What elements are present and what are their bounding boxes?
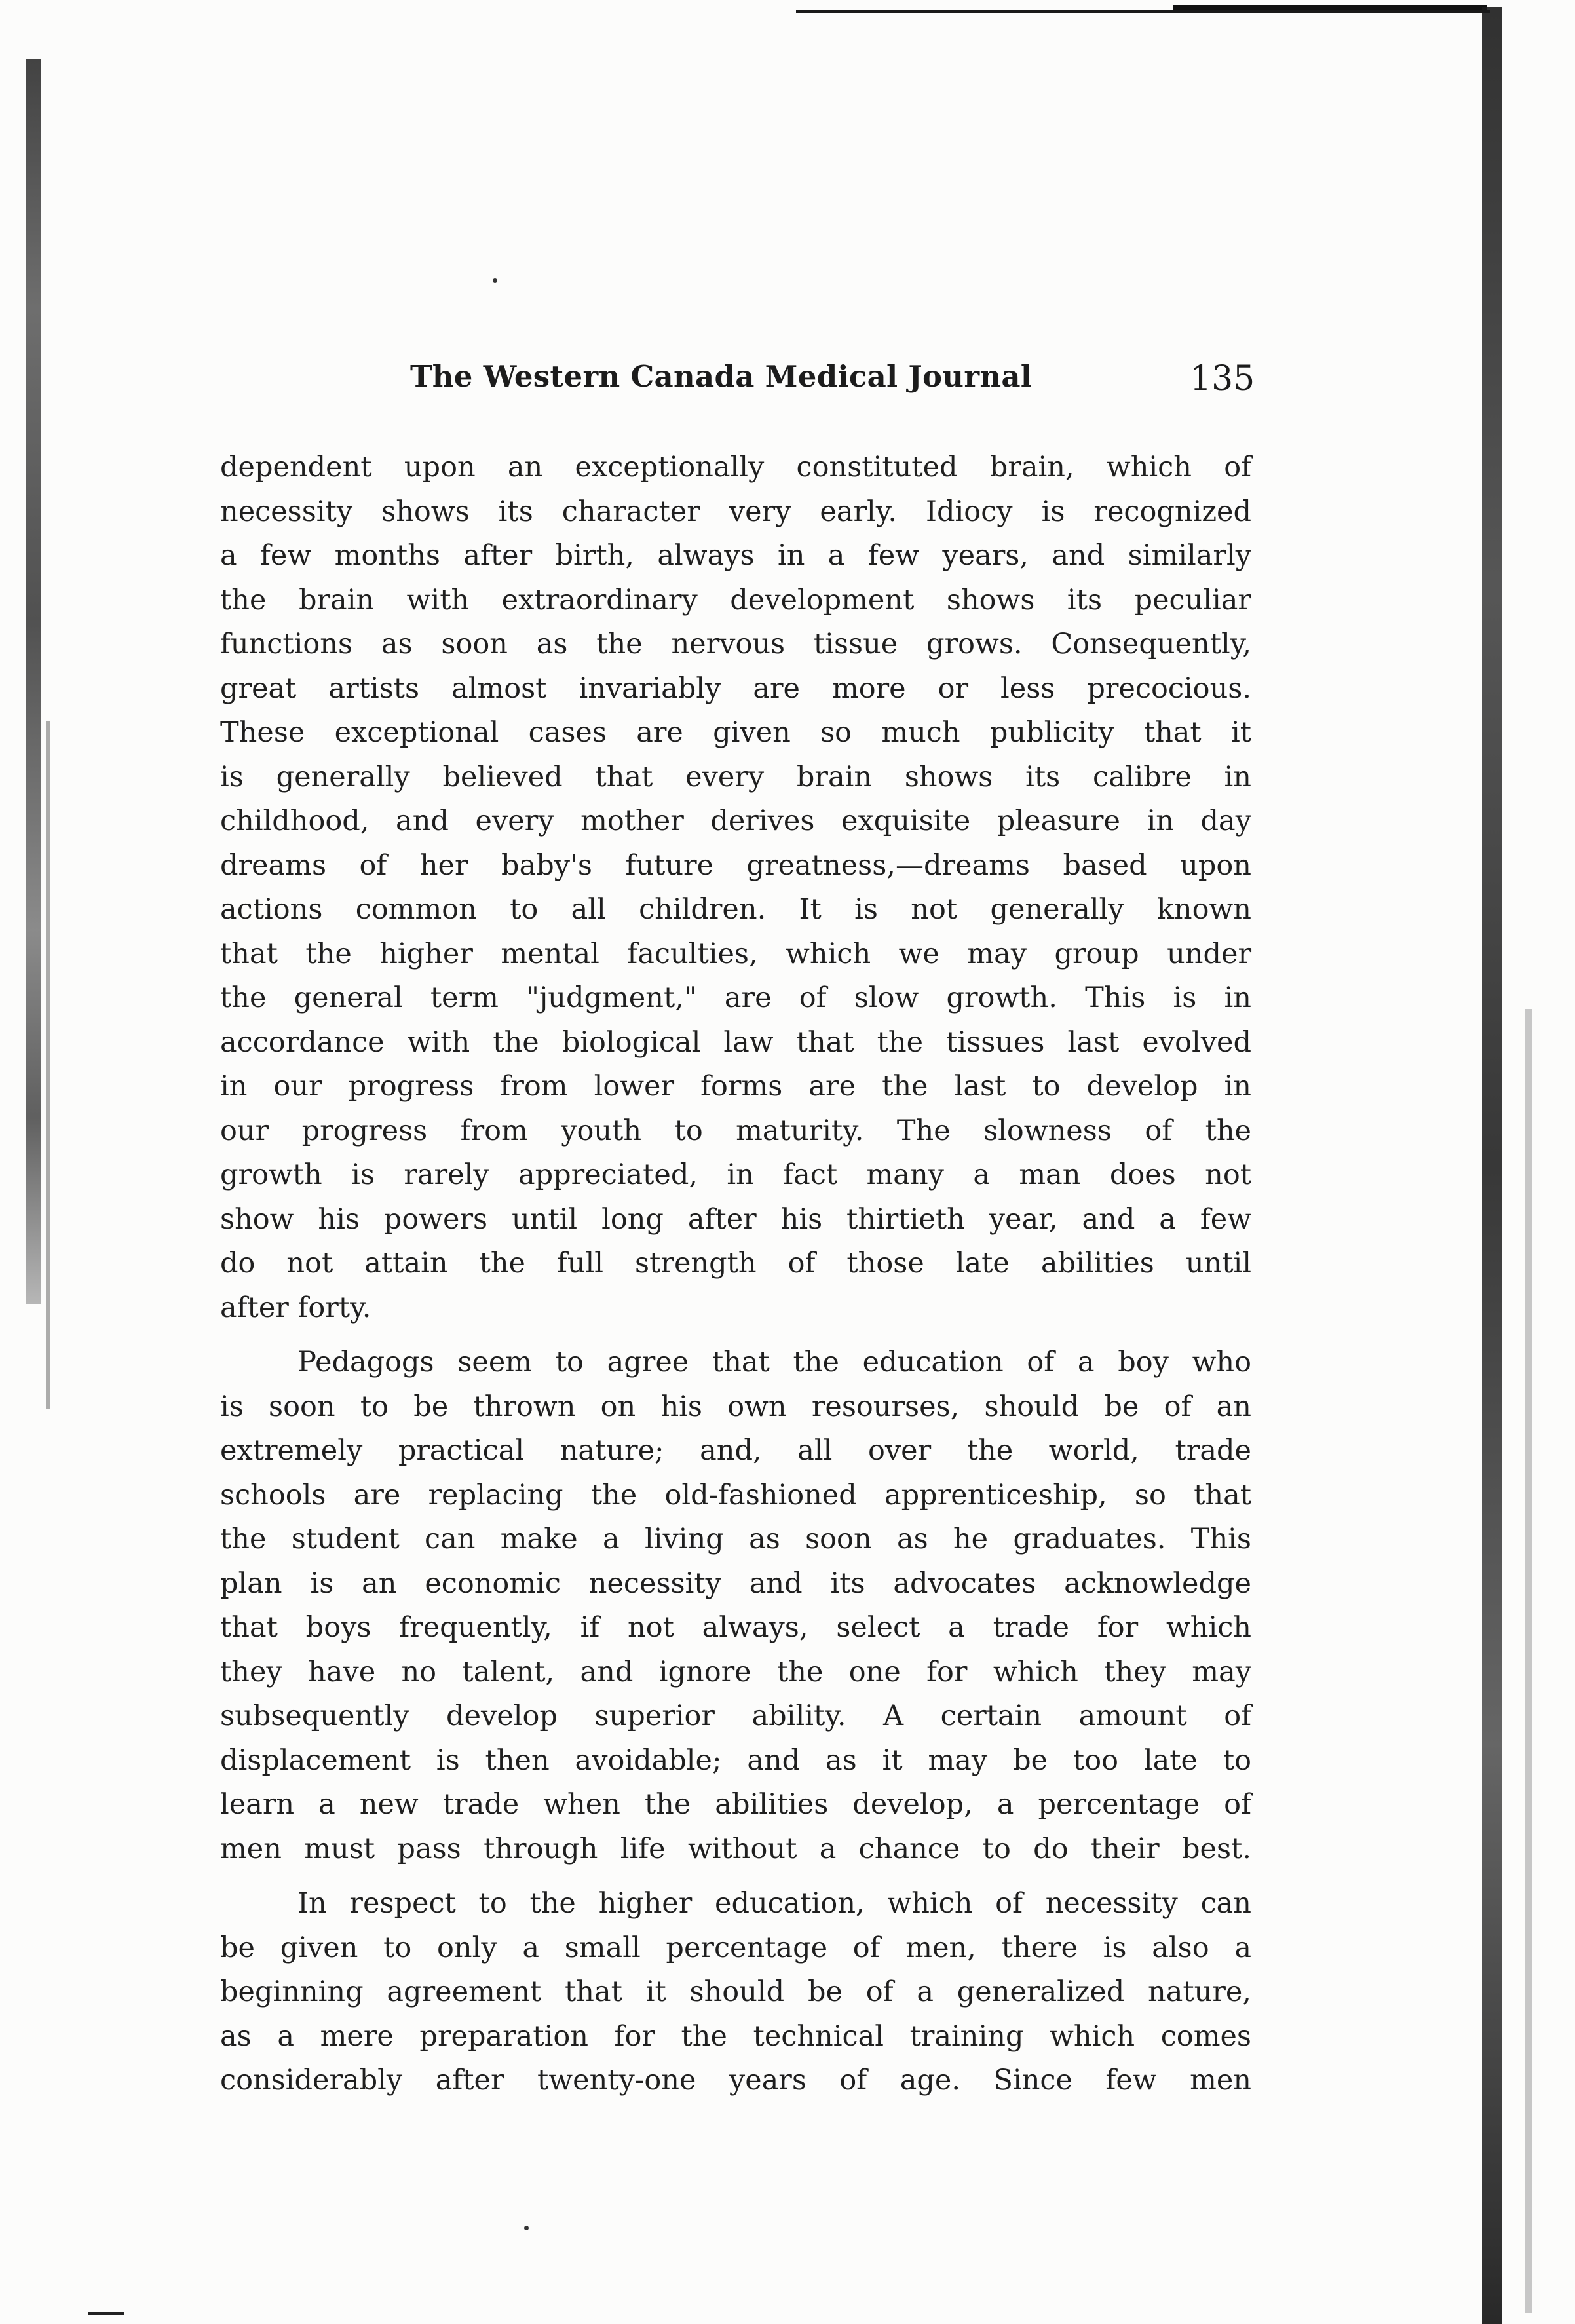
right-edge-artifact (1482, 7, 1502, 2324)
journal-title: The Western Canada Medical Journal (410, 359, 1033, 394)
text-line: a few months after birth, always in a few years, and similarly (220, 539, 1251, 572)
text-line: is generally believed that every brain shows its calibre in (220, 760, 1251, 793)
paragraph-3 (220, 1882, 1251, 2103)
paragraph-1 (220, 446, 1251, 1330)
text-line: These exceptional cases are given so much publicity that it (220, 716, 1251, 749)
text-line: childhood, and every mother derives exquisite pleasure in day (220, 805, 1251, 837)
running-header (410, 359, 1262, 411)
text-line: schools are replacing the old-fashioned apprenticeship, so that (220, 1478, 1251, 1512)
text-line: show his powers until long after his thirtieth year, and a few (220, 1202, 1251, 1236)
text-line: the general term "judgment," are of slow growth. This is in (220, 981, 1251, 1014)
text-line: dreams of her baby's future greatness,—dreams based upon (220, 848, 1251, 882)
text-line: the brain with extraordinary development shows its peculiar (220, 583, 1251, 617)
text-line: dependent upon an exceptionally constituted brain, which of (220, 451, 1251, 484)
bottom-mark-artifact (88, 2312, 124, 2315)
right-edge-secondary-artifact (1525, 1009, 1532, 2313)
left-edge-thin-artifact (46, 721, 50, 1409)
top-rule-thick-artifact (1173, 5, 1487, 10)
text-line: functions as soon as the nervous tissue grows. Consequently, (220, 628, 1251, 660)
paragraph-2 (220, 1341, 1251, 1871)
speck-artifact (524, 2226, 529, 2230)
left-edge-artifact (26, 59, 41, 1304)
paragraph-gap (220, 1330, 1251, 1341)
text-line: beginning agreement that it should be of a generalized nature, (220, 1975, 1251, 2008)
text-line: growth is rarely appreciated, in fact many a man does not (220, 1158, 1251, 1191)
text-line: In respect to the higher education, which of necessity can (297, 1887, 1251, 1920)
text-line: the student can make a living as soon as he graduates. This (220, 1523, 1251, 1555)
text-line: great artists almost invariably are more or less precocious. (220, 672, 1251, 705)
text-line: is soon to be thrown on his own resourses, should be of an (220, 1390, 1251, 1423)
text-line: after forty. (220, 1291, 371, 1324)
text-line: Pedagogs seem to agree that the education of a boy who (297, 1346, 1251, 1379)
text-line: plan is an economic necessity and its advocates acknowledge (220, 1567, 1251, 1600)
text-line: that the higher mental faculties, which we may group under (220, 937, 1251, 970)
text-line: subsequently develop superior ability. A certain amount of (220, 1700, 1251, 1732)
text-line: as a mere preparation for the technical training which comes (220, 2019, 1251, 2053)
text-line: men must pass through life without a chance to do their best. (220, 1832, 1251, 1865)
speck-artifact (493, 278, 497, 283)
text-line: they have no talent, and ignore the one for which they may (220, 1655, 1251, 1688)
text-line: extremely practical nature; and, all over the world, trade (220, 1434, 1251, 1467)
text-line: that boys frequently, if not always, select a trade for which (220, 1611, 1251, 1644)
text-line: displacement is then avoidable; and as it may be too late to (220, 1743, 1251, 1777)
text-line: do not attain the full strength of those late abilities until (220, 1247, 1251, 1280)
article-body (220, 446, 1251, 2103)
paragraph-gap (220, 1871, 1251, 1882)
text-line: be given to only a small percentage of men, there is also a (220, 1931, 1251, 1964)
text-line: considerably after twenty-one years of age. Since few men (220, 2064, 1251, 2097)
text-line: necessity shows its character very early. Idiocy is recognized (220, 495, 1251, 528)
text-line: learn a new trade when the abilities develop, a percentage of (220, 1788, 1251, 1821)
page-number: 135 (1190, 359, 1255, 398)
text-line: actions common to all children. It is not generally known (220, 893, 1251, 926)
top-rule-artifact (796, 10, 1490, 13)
text-line: in our progress from lower forms are the last to develop in (220, 1070, 1251, 1103)
text-line: accordance with the biological law that the tissues last evolved (220, 1025, 1251, 1059)
text-line: our progress from youth to maturity. The slowness of the (220, 1114, 1251, 1147)
